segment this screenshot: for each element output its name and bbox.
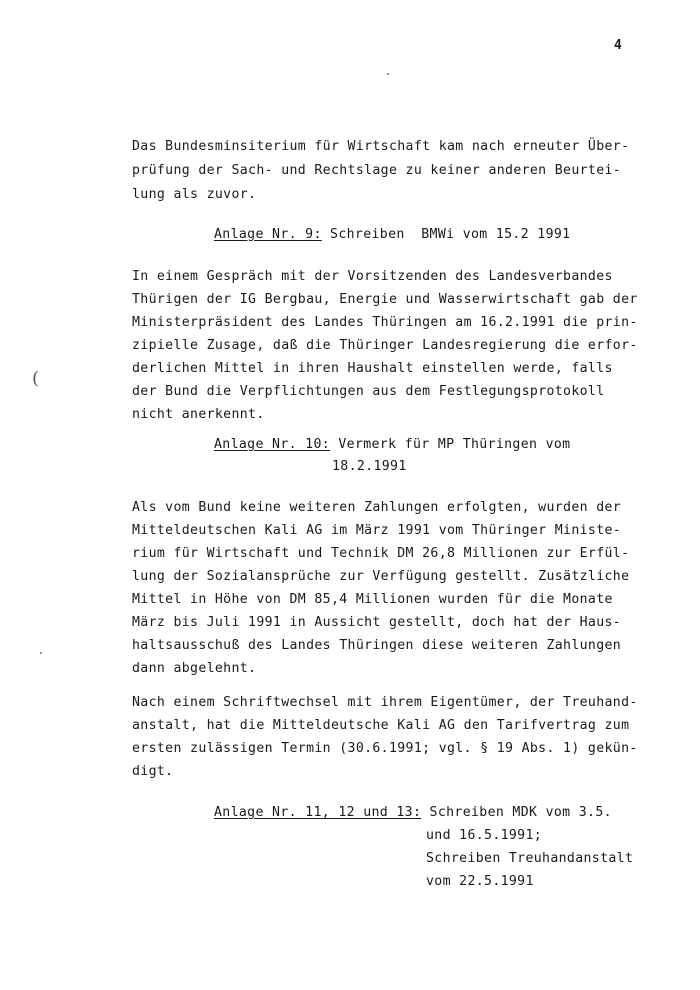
- paragraph-line: In einem Gespräch mit der Vorsitzenden des Landesverbandes: [132, 269, 613, 284]
- paragraph-line: Mittel in Höhe von DM 85,4 Millionen wurden für die Monate: [132, 592, 613, 607]
- paragraph-line: Mitteldeutschen Kali AG im März 1991 vom Thüringer Ministe-: [132, 523, 622, 538]
- paragraph-line: Thürigen der IG Bergbau, Energie und Wasserwirtschaft gab der: [132, 292, 638, 307]
- paragraph-line: März bis Juli 1991 in Aussicht gestellt, doch hat der Haus-: [132, 615, 622, 630]
- scan-speck: [40, 652, 42, 654]
- paragraph-line: dann abgelehnt.: [132, 661, 257, 676]
- attachment-label: Anlage Nr. 10:: [214, 437, 331, 452]
- scan-speck: [387, 73, 389, 75]
- paragraph-line: haltsausschuß des Landes Thüringen diese weiteren Zahlungen: [132, 638, 622, 653]
- paragraph-line: Das Bundesminsiterium für Wirtschaft kam nach erneuter Über-: [132, 139, 630, 154]
- attachment-reference-9: [214, 224, 570, 246]
- attachment-text: Schreiben BMWi vom 15.2 1991: [321, 227, 571, 242]
- attachment-label: Anlage Nr. 11, 12 und 13:: [214, 805, 422, 820]
- attachment-label: Anlage Nr. 9:: [214, 227, 322, 242]
- attachment-text-continued: Schreiben Treuhandanstalt: [426, 851, 634, 866]
- paragraph-line: Nach einem Schriftwechsel mit ihrem Eigentümer, der Treuhand-: [132, 695, 638, 710]
- attachment-text: Schreiben MDK vom 3.5.: [421, 805, 612, 820]
- margin-bracket-mark: (: [32, 368, 40, 389]
- paragraph-line: anstalt, hat die Mitteldeutsche Kali AG den Tarifvertrag zum: [132, 718, 630, 733]
- attachment-reference-10: [214, 434, 570, 456]
- attachment-reference-11-12-13: [214, 802, 612, 824]
- page-number: 4: [614, 38, 622, 53]
- paragraph-line: prüfung der Sach- und Rechtslage zu keiner anderen Beurtei-: [132, 163, 622, 178]
- paragraph-line: lung der Sozialansprüche zur Verfügung gestellt. Zusätzliche: [132, 569, 630, 584]
- paragraph-line: rium für Wirtschaft und Technik DM 26,8 Millionen zur Erfül-: [132, 546, 630, 561]
- paragraph-line: Als vom Bund keine weiteren Zahlungen erfolgten, wurden der: [132, 500, 622, 515]
- paragraph-line: der Bund die Verpflichtungen aus dem Festlegungsprotokoll: [132, 384, 605, 399]
- attachment-text-continued: vom 22.5.1991: [426, 874, 534, 889]
- paragraph-line: digt.: [132, 764, 174, 779]
- paragraph-line: zipielle Zusage, daß die Thüringer Landesregierung die erfor-: [132, 338, 638, 353]
- paragraph-line: Ministerpräsident des Landes Thüringen am 16.2.1991 die prin-: [132, 315, 638, 330]
- paragraph-line: nicht anerkennt.: [132, 407, 265, 422]
- paragraph-line: ersten zulässigen Termin (30.6.1991; vgl. § 19 Abs. 1) gekün-: [132, 741, 638, 756]
- paragraph-line: lung als zuvor.: [132, 187, 257, 202]
- attachment-text: Vermerk für MP Thüringen vom: [330, 437, 571, 452]
- attachment-text-continued: und 16.5.1991;: [426, 828, 543, 843]
- paragraph-line: derlichen Mittel in ihren Haushalt einstellen werde, falls: [132, 361, 613, 376]
- attachment-text-continued: 18.2.1991: [332, 459, 407, 474]
